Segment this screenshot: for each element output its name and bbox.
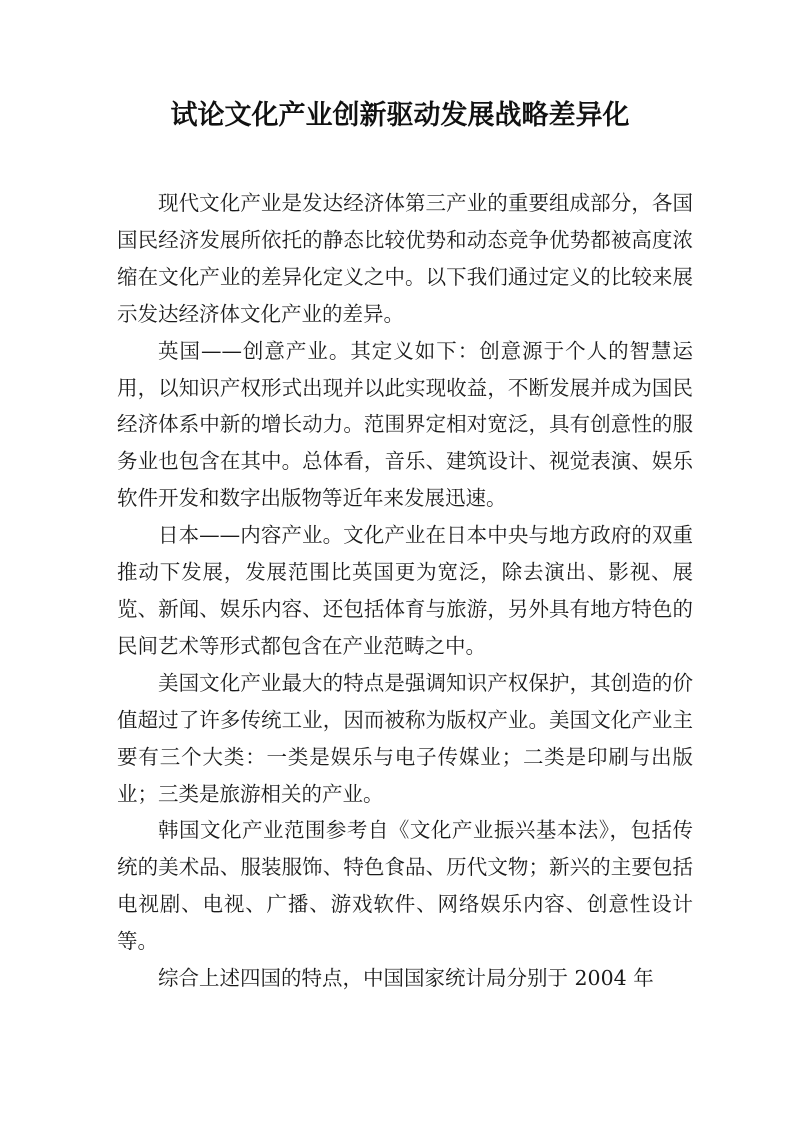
document-body <box>117 185 693 997</box>
paragraph-summary: 综合上述四国的特点，中国国家统计局分别于 2004 年 <box>158 966 654 991</box>
paragraph-japan: 日本——内容产业。文化产业在日本中央与地方政府的双重推动下发展，发展范围比英国更为宽泛，除去演出、影视、展览、新闻、娱乐内容、还包括体育与旅游，另外具有地方特色的民间艺术等形式都包含在产业范畴之中。 <box>117 523 693 658</box>
paragraph-intro: 现代文化产业是发达经济体第三产业的重要组成部分，各国国民经济发展所依托的静态比较优势和动态竞争优势都被高度浓缩在文化产业的差异化定义之中。以下我们通过定义的比较来展示发达经济体文化产业的差异。 <box>117 191 693 326</box>
document-title: 试论文化产业创新驱动发展战略差异化 <box>170 100 630 131</box>
paragraph-usa: 美国文化产业最大的特点是强调知识产权保护，其创造的价值超过了许多传统工业，因而被称为版权产业。美国文化产业主要有三个大类：一类是娱乐与电子传媒业；二类是印刷与出版业；三类是旅游相关的产业。 <box>117 670 693 806</box>
paragraph-uk: 英国——创意产业。其定义如下：创意源于个人的智慧运用，以知识产权形式出现并以此实现收益，不断发展并成为国民经济体系中新的增长动力。范围界定相对宽泛，具有创意性的服务业也包含在其中。总体看，音乐、建筑设计、视觉表演、娱乐软件开发和数字出版物等近年来发展迅速。 <box>117 338 693 511</box>
paragraph-korea: 韩国文化产业范围参考自《文化产业振兴基本法》，包括传统的美术品、服装服饰、特色食品、历代文物；新兴的主要包括电视剧、电视、广播、游戏软件、网络娱乐内容、创意性设计等。 <box>117 818 693 954</box>
